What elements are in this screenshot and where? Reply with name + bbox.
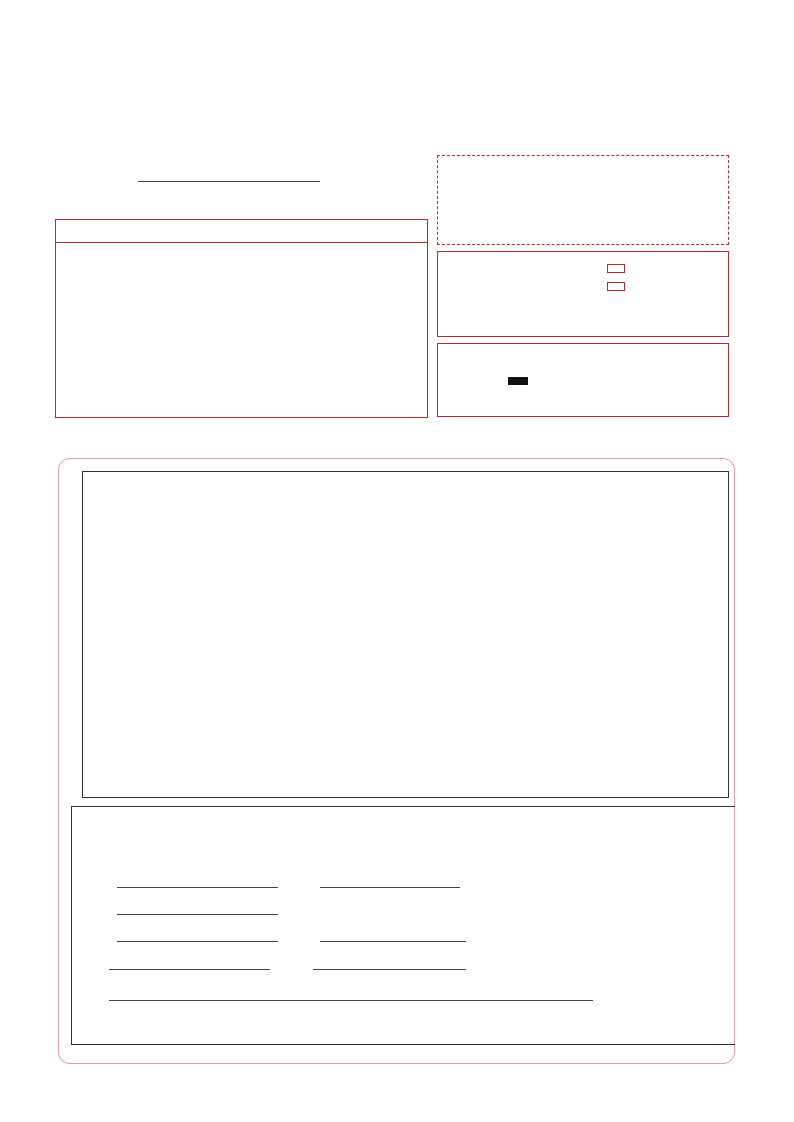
answer-line-3c[interactable] [109, 969, 270, 970]
section1-box [82, 471, 729, 798]
answer-line-3e[interactable] [109, 1000, 593, 1001]
answer-line-3a[interactable] [117, 941, 278, 942]
absent-mark-box[interactable] [607, 264, 625, 273]
name-field[interactable] [138, 181, 320, 182]
prohibit-box [437, 251, 729, 337]
notice-title [56, 219, 427, 243]
notice-box [55, 219, 428, 418]
section2-box [71, 806, 735, 1045]
example-box [437, 343, 729, 417]
answer-line-3d[interactable] [313, 969, 466, 970]
barcode-area [437, 155, 729, 245]
answer-line-1a[interactable] [117, 887, 278, 888]
answer-line-3b[interactable] [320, 941, 466, 942]
filled-mark-sample [508, 377, 528, 385]
answer-line-1b[interactable] [320, 887, 460, 888]
answer-line-2a[interactable] [117, 914, 278, 915]
violation-mark-box[interactable] [607, 282, 625, 291]
